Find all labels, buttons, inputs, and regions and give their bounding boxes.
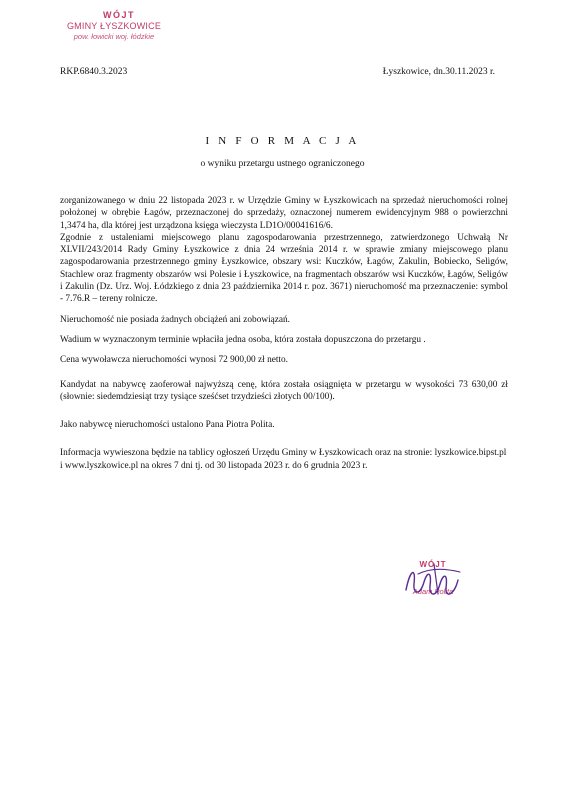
paragraph-auction-details: zorganizowanego w dniu 22 listopada 2023 r. w Urzędzie Gminy w Łyszkowicach na sprzedaż nieruchomości rolnej położonej w obrębie Łagów, przeznaczonej do sprzedaży, oznaczonej numerem ewidencyjnym 988 o powierzchni 1,3474 ha, dla której jest urządzona księga wieczysta LD1O/00041616/6. <box>60 196 508 231</box>
paragraph-zoning-plan: Zgodnie z ustaleniami miejscowego planu zagospodarowania przestrzennego, zatwierdzonego Uchwałą Nr XLVII/243/2014 Rady Gminy Łyszkowice z dnia 24 września 2014 r. w sprawie zmiany miejscowego planu zagospodarowania przestrzennego gminy Łyszkowice, obszary wsi: Kuczków, Łagów, Zakulin, Bobiecko, Seligów, Stachlew oraz fragmenty obszarów wsi Polesie i Łyszkowice, na fragmentach obszarów wsi Kuczków, Łagów, Seligów i Zakulin (Dz. Urz. Woj. Łódzkiego z dnia 23 października 2014 r. poz. 3671) nieruchomość ma przeznaczenie: symbol - 7.76.R – tereny rolnicze. <box>60 232 508 305</box>
document-title: I N F O R M A C J A <box>205 135 360 147</box>
signature-stamp-title: WÓJT <box>419 560 447 569</box>
stamp-title: WÓJT <box>103 10 135 20</box>
reference-number: RKP.6840.3.2023 <box>60 67 128 77</box>
official-stamp <box>60 10 168 42</box>
document-body <box>60 195 508 472</box>
signature-stamp-name: Adam Polita <box>412 587 454 596</box>
paragraph-highest-bid: Kandydat na nabywcę zaoferował najwyższą cenę, która została osiągnięta w przetargu w wysokości 73 630,00 zł (słownie: siedemdziesiąt trzy tysiące sześćset trzydzieści złotych 00/100). <box>60 379 508 402</box>
place-and-date: Łyszkowice, dn.30.11.2023 r. <box>382 67 495 77</box>
paragraph-buyer: Jako nabywcę nieruchomości ustalono Pana Piotra Polita. <box>60 420 275 431</box>
document-subtitle: o wyniku przetargu ustnego ograniczonego <box>200 159 365 169</box>
paragraph-publication: Informacja wywieszona będzie na tablicy ogłoszeń Urzędu Gminy w Łyszkowicach oraz na stronie: lyszkowice.bipst.pl i www.lyszkowice.pl na okres 7 dni tj. od 30 listopada 2023 r. do 6 grudnia 2023 r. <box>60 448 507 471</box>
handwritten-signature <box>400 560 466 608</box>
paragraph-encumbrances: Nieruchomość nie posiada żadnych obciążeń ani zobowiązań. <box>60 314 291 325</box>
stamp-office: GMINY ŁYSZKOWICE <box>66 21 162 31</box>
paragraph-starting-price: Cena wywoławcza nieruchomości wynosi 72 900,00 zł netto. <box>60 355 288 366</box>
signature-block <box>398 560 468 610</box>
stamp-region: pow. łowicki woj. łódzkie <box>73 32 155 41</box>
paragraph-deposit: Wadium w wyznaczonym terminie wpłaciła jedna osoba, która została dopuszczona do przetargu . <box>60 334 426 345</box>
